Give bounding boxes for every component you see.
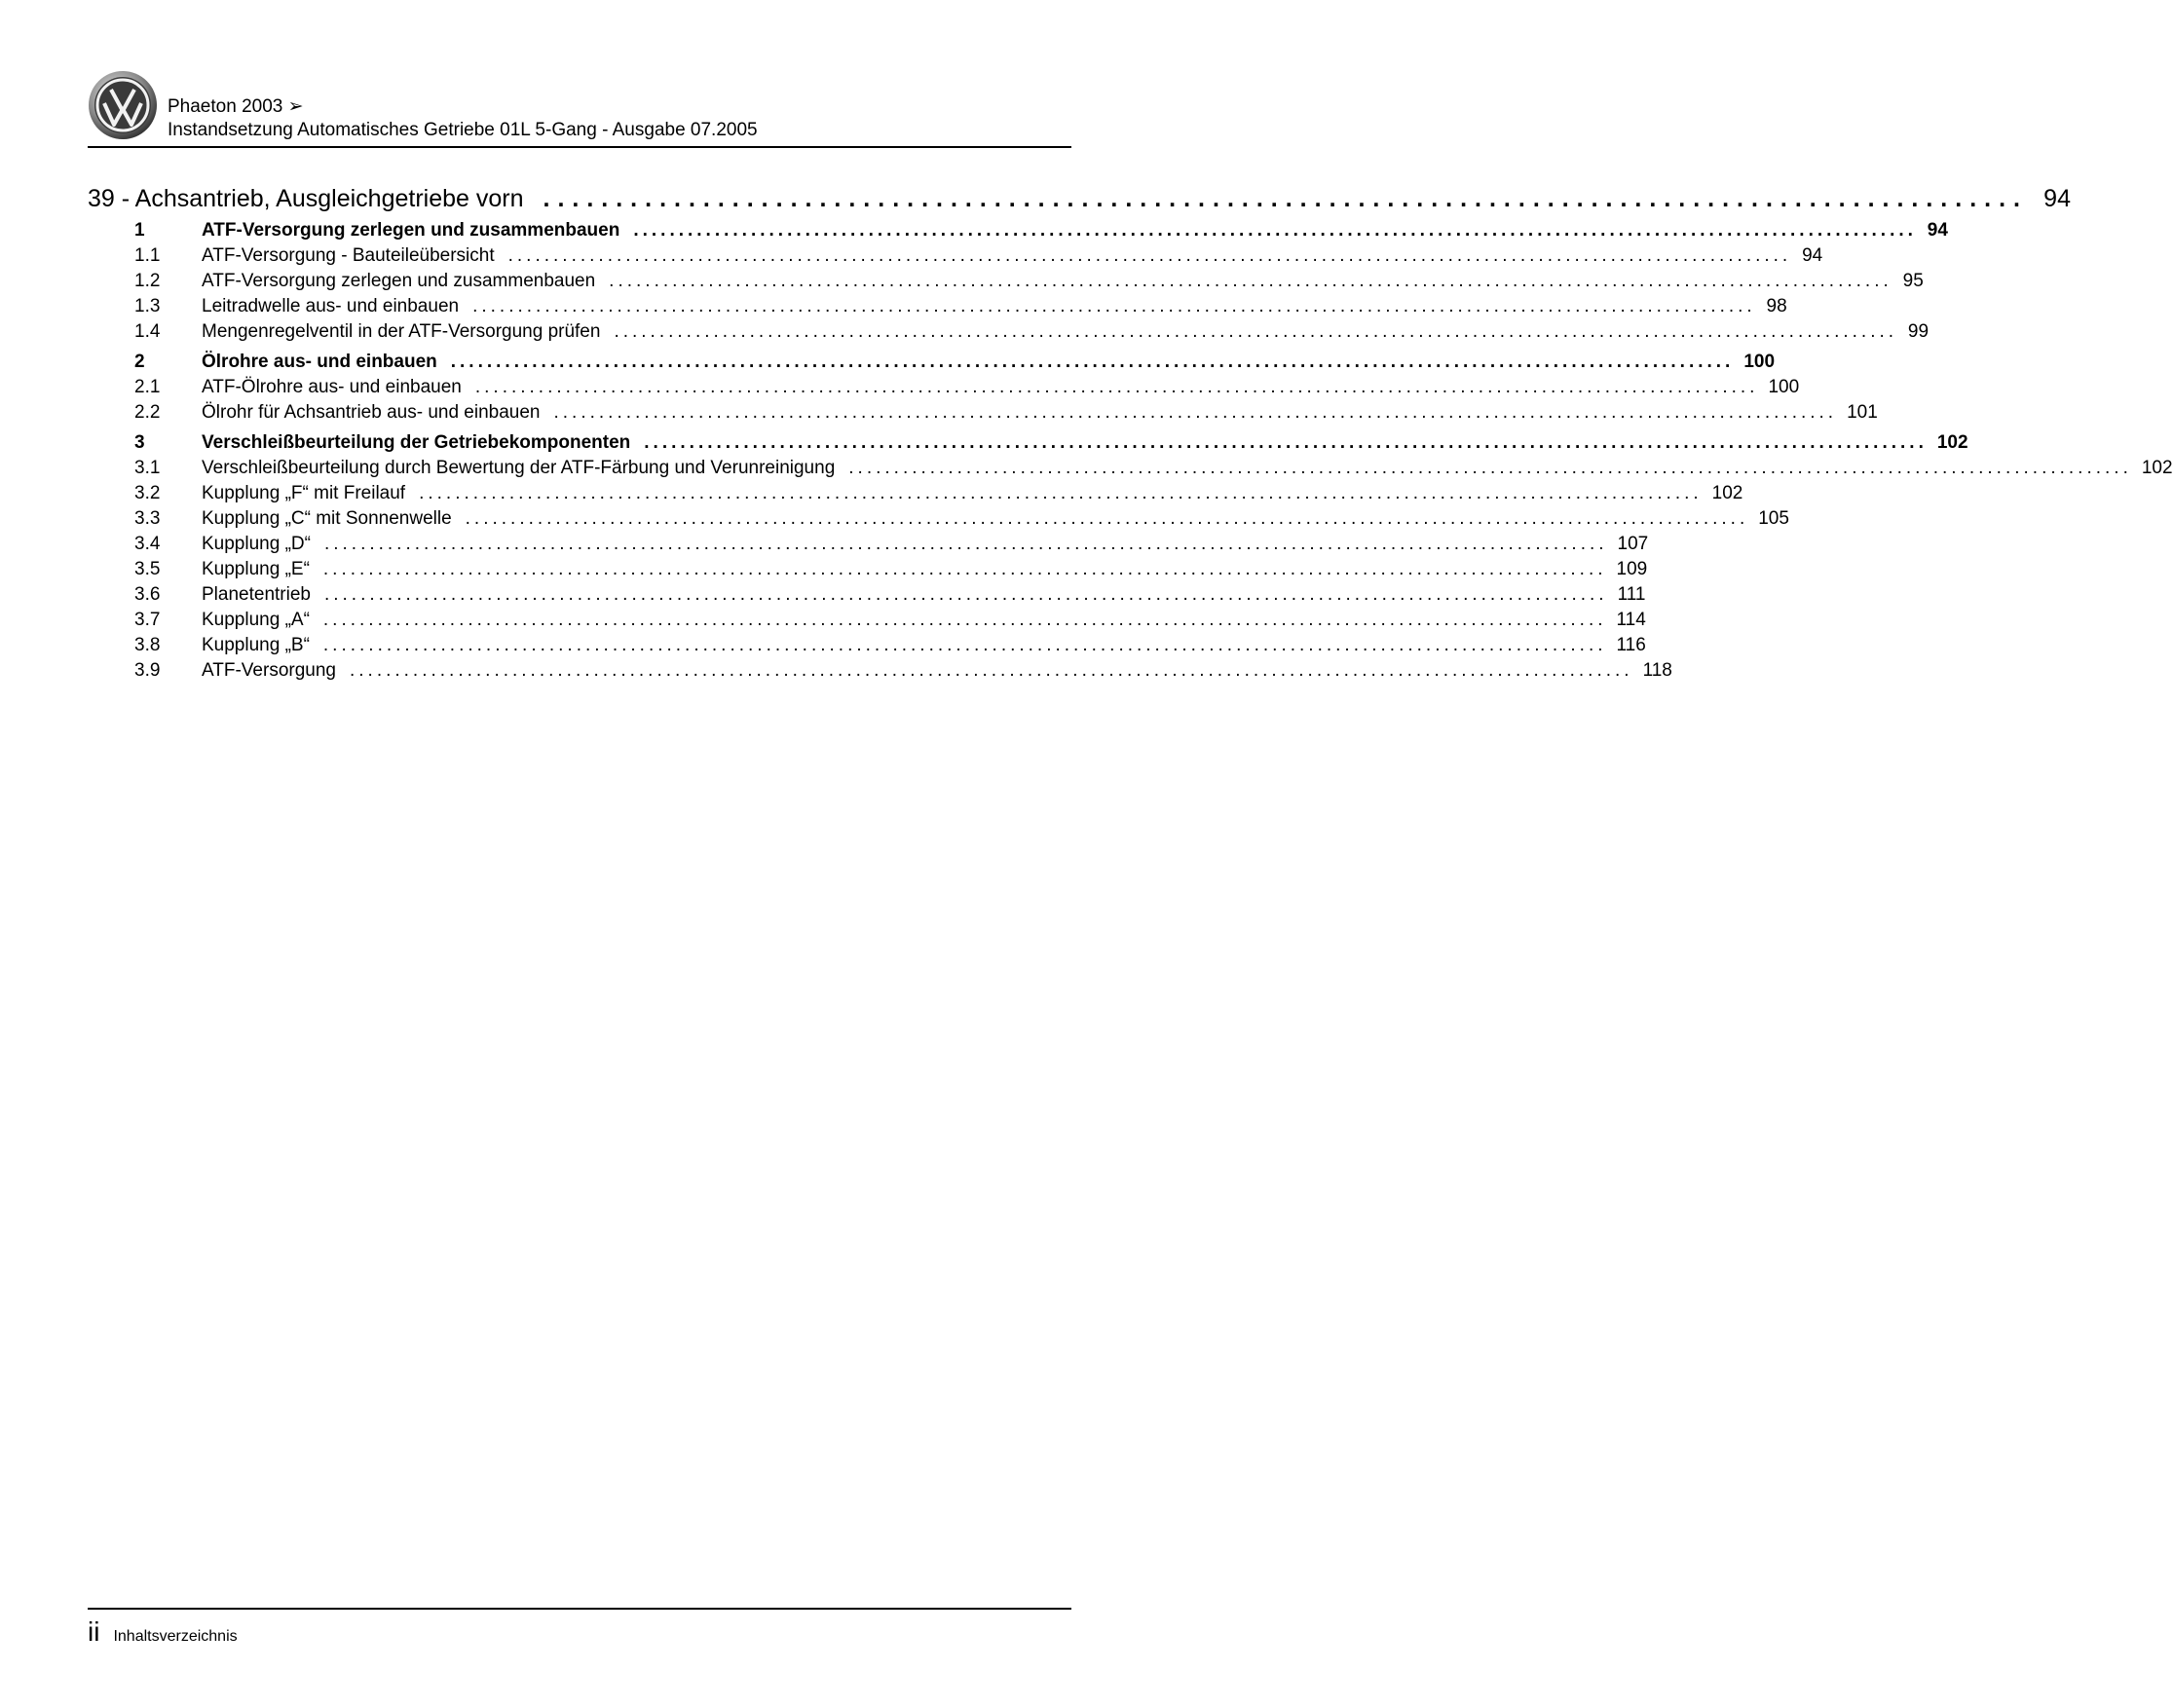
entry-title: Kupplung „D“ [202,534,311,554]
entry-number: 1.2 [134,271,161,291]
entry-page-number: 102 [1711,483,1743,503]
vw-logo-icon [88,70,158,140]
entry-title: Leitradwelle aus- und einbauen [202,296,460,316]
entry-title: ATF-Versorgung zerlegen und zusammenbauen [202,220,620,241]
entry-page-number: 107 [1617,534,1649,554]
entry-page-number: 98 [1766,296,1787,316]
entry-title: Kupplung „B“ [202,635,310,655]
chapter-title: 39 - Achsantrieb, Ausgleichgetriebe vorn [88,185,524,212]
toc-subsection-entry[interactable] [88,635,1646,660]
leader-dots: .............................................................................................................................................. [609,271,1892,291]
entry-number: 3 [134,432,145,453]
leader-dots: .............................................................................................................................................. [322,559,1607,579]
entry-title: Verschleißbeurteilung der Getriebekomponenten [202,432,631,453]
entry-title: Planetentrieb [202,584,311,605]
entry-number: 3.9 [134,660,161,681]
leader-dots: .............................................................................................................................................. [848,458,2132,478]
entry-title: Kupplung „C“ mit Sonnenwelle [202,508,452,529]
entry-number: 3.8 [134,635,161,655]
leader-dots: .............................................................................................................................................. [465,508,1749,529]
leader-dots: .............................................................................................................................................. [472,296,1756,316]
leader-dots: .............................................................................................................................................. [450,352,1735,372]
leader-dots: .............................................................................................................................................. [553,402,1838,423]
entry-title: Ölrohr für Achsantrieb aus- und einbauen [202,402,541,423]
footer-divider [88,1608,1071,1610]
entry-number: 1.4 [134,321,161,342]
entry-number: 3.6 [134,584,161,605]
page-header [88,70,1071,148]
entry-page-number: 105 [1758,508,1789,529]
toc-subsection-entry[interactable] [88,245,1823,271]
entry-page-number: 102 [2141,458,2173,478]
leader-dots: .............................................................................................................................................. [507,245,1792,266]
entry-number: 1.3 [134,296,161,316]
toc-subsection-entry[interactable] [88,458,2173,483]
leader-dots: .............................................................................................................................................. [323,584,1608,605]
entry-page-number: 102 [1936,432,1968,453]
entry-title: Kupplung „E“ [202,559,310,579]
entry-number: 3.4 [134,534,161,554]
toc-subsection-entry[interactable] [88,508,1789,534]
toc-subsection-entry[interactable] [88,534,1649,559]
entry-page-number: 101 [1847,402,1878,423]
entry-number: 3.7 [134,610,161,630]
entry-number: 2 [134,352,145,372]
toc-subsection-entry[interactable] [88,660,1672,686]
entry-page-number: 99 [1907,321,1929,342]
entry-title: Kupplung „A“ [202,610,310,630]
leader-dots: .............................................................................................................................................. [633,220,1917,241]
entry-title: ATF-Versorgung - Bauteileübersicht [202,245,495,266]
entry-number: 1.1 [134,245,161,266]
toc-section-entry[interactable] [88,432,1968,458]
footer-page-number: ii [88,1616,100,1647]
leader-dots: .............................................................................................................................................. [614,321,1898,342]
toc-chapter-entry[interactable] [88,185,2071,220]
entry-page-number: 94 [1802,245,1823,266]
footer-label: Inhaltsverzeichnis [113,1628,238,1645]
entry-number: 3.3 [134,508,161,529]
toc-subsection-entry[interactable] [88,321,1929,347]
table-of-contents [88,185,2173,686]
leader-dots: .............................................................................................................................................. [349,660,1633,681]
leader-dots: .............................................................................................................................................. [474,377,1759,397]
entry-number: 2.2 [134,402,161,423]
toc-section-entry[interactable] [88,220,1948,245]
entry-page-number: 111 [1617,584,1646,605]
header-manual-line: Instandsetzung Automatisches Getriebe 01L 5-Gang - Ausgabe 07.2005 [168,120,758,140]
leader-dots: .............................................................................................................................................. [323,534,1608,554]
header-text [168,95,758,142]
entry-page-number: 94 [1927,220,1948,241]
entry-page-number: 100 [1768,377,1800,397]
entry-number: 2.1 [134,377,161,397]
toc-subsection-entry[interactable] [88,296,1787,321]
entry-page-number: 95 [1902,271,1924,291]
toc-subsection-entry[interactable] [88,584,1646,610]
toc-subsection-entry[interactable] [88,610,1646,635]
entry-page-number: 116 [1616,635,1646,655]
leader-dots: ...................................................................................................... [543,185,2028,212]
entry-title: Ölrohre aus- und einbauen [202,352,437,372]
toc-subsection-entry[interactable] [88,271,1924,296]
toc-subsection-entry[interactable] [88,483,1743,508]
entry-title: ATF-Ölrohre aus- und einbauen [202,377,462,397]
chapter-page-number: 94 [2043,185,2071,212]
entry-page-number: 118 [1642,660,1672,681]
header-model-line: Phaeton 2003 ➢ [168,96,304,117]
leader-dots: .............................................................................................................................................. [322,610,1607,630]
toc-section-entry[interactable] [88,352,1776,377]
leader-dots: .............................................................................................................................................. [419,483,1703,503]
entry-number: 3.1 [134,458,161,478]
entry-title: Mengenregelventil in der ATF-Versorgung prüfen [202,321,601,342]
header-divider [88,146,1071,148]
entry-title: ATF-Versorgung zerlegen und zusammenbauen [202,271,596,291]
entry-title: ATF-Versorgung [202,660,336,681]
entry-title: Verschleißbeurteilung durch Bewertung der ATF-Färbung und Verunreinigung [202,458,836,478]
toc-subsection-entry[interactable] [88,377,1800,402]
toc-subsection-entry[interactable] [88,402,1878,427]
entry-page-number: 100 [1743,352,1776,372]
entry-number: 3.2 [134,483,161,503]
leader-dots: .............................................................................................................................................. [644,432,1928,453]
entry-number: 1 [134,220,145,241]
page-footer [88,1616,238,1648]
entry-page-number: 114 [1616,610,1646,630]
entry-title: Kupplung „F“ mit Freilauf [202,483,406,503]
entry-page-number: 109 [1616,559,1648,579]
entry-number: 3.5 [134,559,161,579]
toc-subsection-entry[interactable] [88,559,1648,584]
leader-dots: .............................................................................................................................................. [322,635,1607,655]
